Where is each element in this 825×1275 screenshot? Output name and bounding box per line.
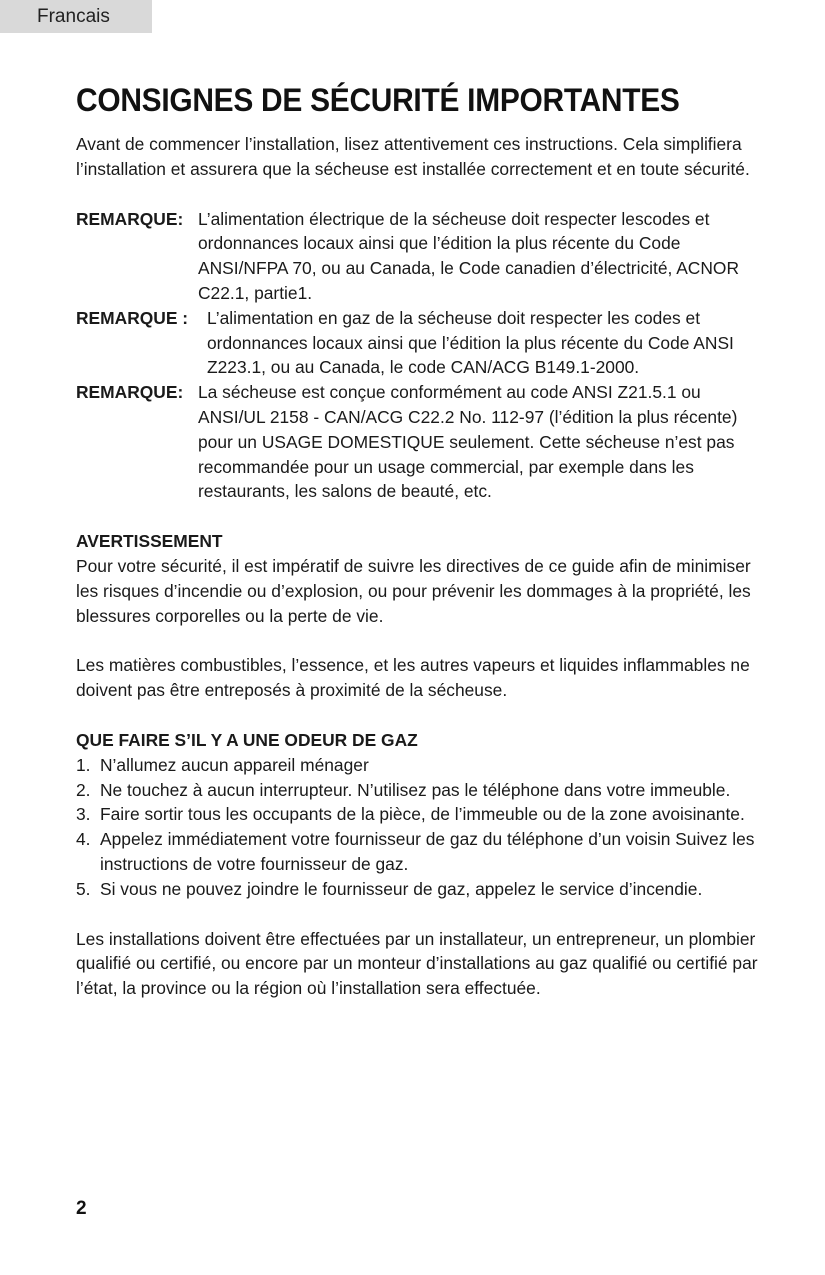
list-text: N’allumez aucun appareil ménager — [100, 754, 369, 775]
warning-text: Pour votre sécurité, il est impératif de suivre les directives de ce guide afin de minimiser les risques d’incendie ou d’explosion, ou pour prévenir les dommages à la propriété, les blessures corporelles ou la perte de vie. — [76, 555, 751, 626]
note-label: REMARQUE : — [76, 307, 189, 328]
intro-paragraph: Avant de commencer l’installation, lisez attentivement ces instructions. Cela simplifiera l’installation et assurera que la sécheuse est installée correctement et en toute sécurité. — [76, 134, 750, 179]
list-number: 1. — [76, 754, 91, 775]
notes-list — [76, 207, 766, 505]
note-label: REMARQUE: — [76, 208, 184, 229]
note-item — [76, 380, 766, 504]
gas-odor-title: QUE FAIRE S’IL Y A UNE ODEUR DE GAZ — [76, 729, 418, 750]
warning-title: AVERTISSEMENT — [76, 531, 223, 552]
page-number: 2 — [76, 1198, 87, 1219]
list-number: 5. — [76, 878, 91, 899]
list-item — [76, 802, 766, 827]
installation-paragraph: Les installations doivent être effectuées par un installateur, un entrepreneur, un plombier qualifié ou certifié, ou encore par un monteur d’installations au gaz qualifié ou certifié par l’état, la province ou la région où l’installation sera effectuée. — [76, 928, 758, 999]
note-text: L’alimentation en gaz de la sécheuse doit respecter les codes et ordonnances locaux ainsi que l’édition la plus récente du Code ANSI Z223.1, ou au Canada, le code CAN/ACG B149.1-2000. — [207, 307, 734, 378]
combustibles-paragraph: Les matières combustibles, l’essence, et les autres vapeurs et liquides inflammables ne doivent pas être entreposés à proximité de la sécheuse. — [76, 655, 750, 701]
list-item — [76, 877, 766, 902]
page-content — [76, 80, 766, 1001]
list-item — [76, 778, 766, 803]
list-item — [76, 753, 766, 778]
gas-odor-steps — [76, 753, 766, 902]
note-item — [76, 306, 766, 380]
list-number: 3. — [76, 804, 91, 825]
list-number: 2. — [76, 779, 91, 800]
note-text: La sécheuse est conçue conformément au code ANSI Z21.5.1 ou ANSI/UL 2158 - CAN/ACG C22.2 No. 112-97 (l’édition la plus récente) pour un USAGE DOMESTIQUE seulement. Cette sécheuse n’est pas recommandée pour un usage commercial, par exemple dans les restaurants, les salons de beauté, etc. — [198, 382, 738, 502]
note-text: L’alimentation électrique de la sécheuse doit respecter lescodes et ordonnances locaux ainsi que l’édition la plus récente du Code ANSI/NFPA 70, ou au Canada, le Code canadien d’électricité, ACNOR C22.1, partie1. — [198, 208, 740, 303]
list-number: 4. — [76, 829, 91, 850]
list-text: Ne touchez à aucun interrupteur. N’utilisez pas le téléphone dans votre immeuble. — [100, 779, 731, 800]
list-text: Faire sortir tous les occupants de la pièce, de l’immeuble ou de la zone avoisinante. — [100, 804, 745, 825]
list-text: Si vous ne pouvez joindre le fournisseur de gaz, appelez le service d’incendie. — [100, 878, 703, 899]
list-item — [76, 827, 766, 877]
list-text: Appelez immédiatement votre fournisseur de gaz du téléphone d’un voisin Suivez les instructions de votre fournisseur de gaz. — [100, 829, 755, 874]
note-item — [76, 207, 766, 306]
note-label: REMARQUE: — [76, 382, 184, 403]
page-title: CONSIGNES DE SÉCURITÉ IMPORTANTES — [76, 82, 680, 118]
language-tab: Francais — [0, 0, 152, 33]
